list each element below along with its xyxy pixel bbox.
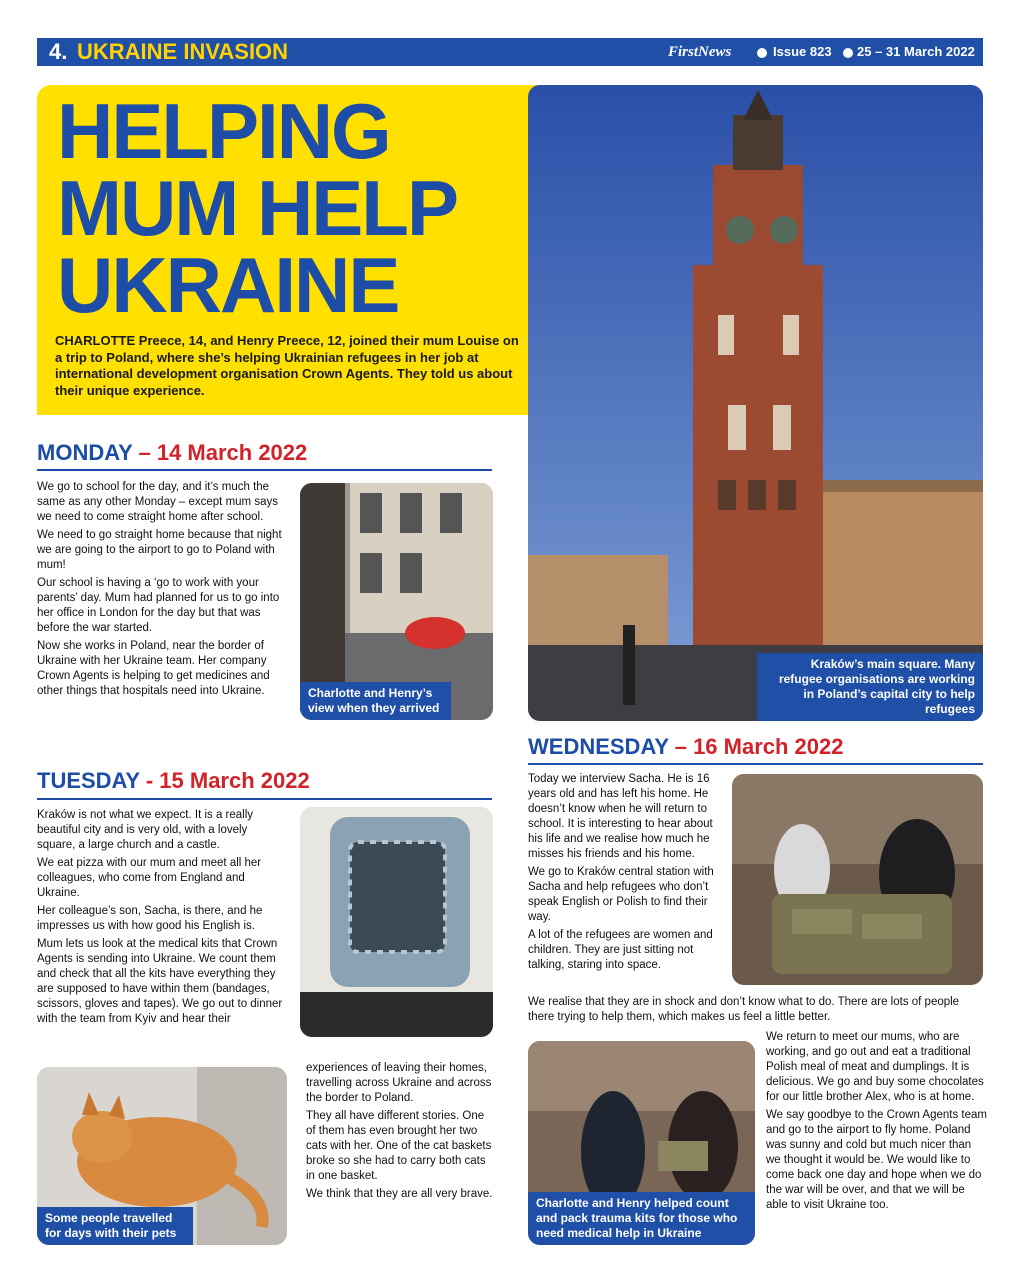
- tuesday-paragraph: Mum lets us look at the medical kits that Crown Agents is sending into Ukraine. We count them and check that all the kits have everything they are supposed to have within them (bandages, scissors, gloves and tapes). We go out to dinner with the team from Kyiv and hear their: [37, 938, 283, 1025]
- tuesday-day-label: TUESDAY: [37, 768, 140, 793]
- wednesday-paragraph: We go to Kraków central station with Sacha and help refugees who don’t speak English or Polish to find their way.: [528, 866, 714, 923]
- tuesday-continued-paragraph: experiences of leaving their homes, travelling across Ukraine and across the border to Poland.: [306, 1062, 492, 1104]
- pet-carrier-image: [300, 807, 493, 1037]
- wednesday-final-body: [766, 1030, 988, 1216]
- section-number: 4.: [49, 39, 68, 64]
- wednesday-date-label: – 16 March 2022: [674, 734, 844, 759]
- bullet-icon: [757, 48, 767, 58]
- tuesday-continued-paragraph: They all have different stories. One of them has even brought her two cats with her. One of the cat baskets broke so she had to carry both cats in one basket.: [306, 1110, 492, 1182]
- standfirst: CHARLOTTE Preece, 14, and Henry Preece, 12, joined their mum Louise on a trip to Poland, where she’s helping Ukrainian refugees in her job at international development organisation Crown Agents. They told us about their unique experience.: [55, 333, 519, 398]
- medical-kits-photo-2: [528, 1041, 755, 1245]
- tuesday-rule: [37, 798, 492, 800]
- section-title: UKRAINE INVASION: [77, 39, 289, 64]
- main-photo-caption: Kraków’s main square. Many refugee organisations are working in Poland’s capital city to help refugees: [757, 653, 983, 721]
- monday-rule: [37, 469, 492, 471]
- tuesday-paragraph: Her colleague’s son, Sacha, is there, and he impresses us with how good his English is.: [37, 905, 263, 932]
- monday-paragraph: We go to school for the day, and it’s much the same as any other Monday – except mum says we need to come straight home after school.: [37, 481, 278, 523]
- monday-paragraph: Our school is having a ‘go to work with your parents’ day. Mum had planned for us to go into her office in London for the day but that was before the war started.: [37, 577, 280, 634]
- tuesday-date-label: - 15 March 2022: [145, 768, 310, 793]
- tuesday-paragraph: We eat pizza with our mum and meet all her colleagues, who come from England and Ukraine.: [37, 857, 262, 899]
- bullet-icon: [843, 48, 853, 58]
- medical-kits-image-1: [732, 774, 983, 985]
- medical-kits-photo-1: [732, 774, 983, 985]
- tuesday-continued-body: [306, 1061, 496, 1205]
- tuesday-continued-paragraph: We think that they are all very brave.: [306, 1188, 493, 1200]
- issue-number: Issue 823: [773, 44, 832, 59]
- wednesday-wide-paragraph: We realise that they are in shock and don’t know what to do. There are lots of people there trying to help them, which makes us feel a little better.: [528, 996, 960, 1023]
- cat-photo-caption: Some people travelled for days with their pets: [37, 1207, 193, 1245]
- monday-body: [37, 480, 287, 702]
- section-header-bar: [37, 38, 983, 66]
- headline-panel: [37, 85, 547, 415]
- kits-photo-caption: Charlotte and Henry helped count and pack trauma kits for those who need medical help in Ukraine: [528, 1192, 755, 1245]
- wednesday-body: [528, 772, 723, 976]
- wednesday-final-paragraph: We say goodbye to the Crown Agents team and go to the airport to fly home. Poland was sunny and cold but much nicer than we thought it would be. We would like to come back one day and hope when we do the war will be over, and that we will be able to visit Ukraine too.: [766, 1109, 987, 1211]
- wednesday-rule: [528, 763, 983, 765]
- wednesday-heading: [528, 734, 844, 760]
- window-photo-caption: Charlotte and Henry’s view when they arrived: [300, 682, 451, 720]
- tuesday-body: [37, 808, 287, 1030]
- monday-paragraph: We need to go straight home because that night we are going to the airport to go to Poland with mum!: [37, 529, 282, 571]
- pet-carrier-photo: [300, 807, 493, 1037]
- monday-date-label: – 14 March 2022: [138, 440, 308, 465]
- paper-logo: FirstNews: [668, 44, 732, 60]
- window-view-photo: [300, 483, 493, 720]
- monday-heading: [37, 440, 307, 466]
- wednesday-paragraph: Today we interview Sacha. He is 16 years old and has left his home. He doesn’t know when he will return to school. It is interesting to hear about his life and we realise how much he misses his friends and his home.: [528, 773, 713, 860]
- tuesday-paragraph: Kraków is not what we expect. It is a really beautiful city and is very old, with a lovely square, a large church and a castle.: [37, 809, 254, 851]
- wednesday-final-paragraph: We return to meet our mums, who are working, and go out and eat a traditional Polish meal of meat and dumplings. It is delicious. We go and buy some chocolates for our little brother Alex, who is at home.: [766, 1031, 984, 1103]
- monday-day-label: MONDAY: [37, 440, 133, 465]
- headline: HELPING MUM HELP UKRAINE: [57, 87, 456, 329]
- wednesday-paragraph: A lot of the refugees are women and children. They are just sitting not talking, staring into space.: [528, 929, 713, 971]
- wednesday-day-label: WEDNESDAY: [528, 734, 669, 759]
- tuesday-heading: [37, 768, 310, 794]
- main-photo-krakow-tower: [528, 85, 983, 721]
- issue-dates: 25 – 31 March 2022: [857, 44, 975, 59]
- krakow-square-image: [528, 85, 983, 721]
- cat-photo: [37, 1067, 287, 1245]
- monday-paragraph: Now she works in Poland, near the border of Ukraine with her Ukraine team. Her company Crown Agents is helping to get medicines and other things that hospitals need into Ukraine.: [37, 640, 270, 697]
